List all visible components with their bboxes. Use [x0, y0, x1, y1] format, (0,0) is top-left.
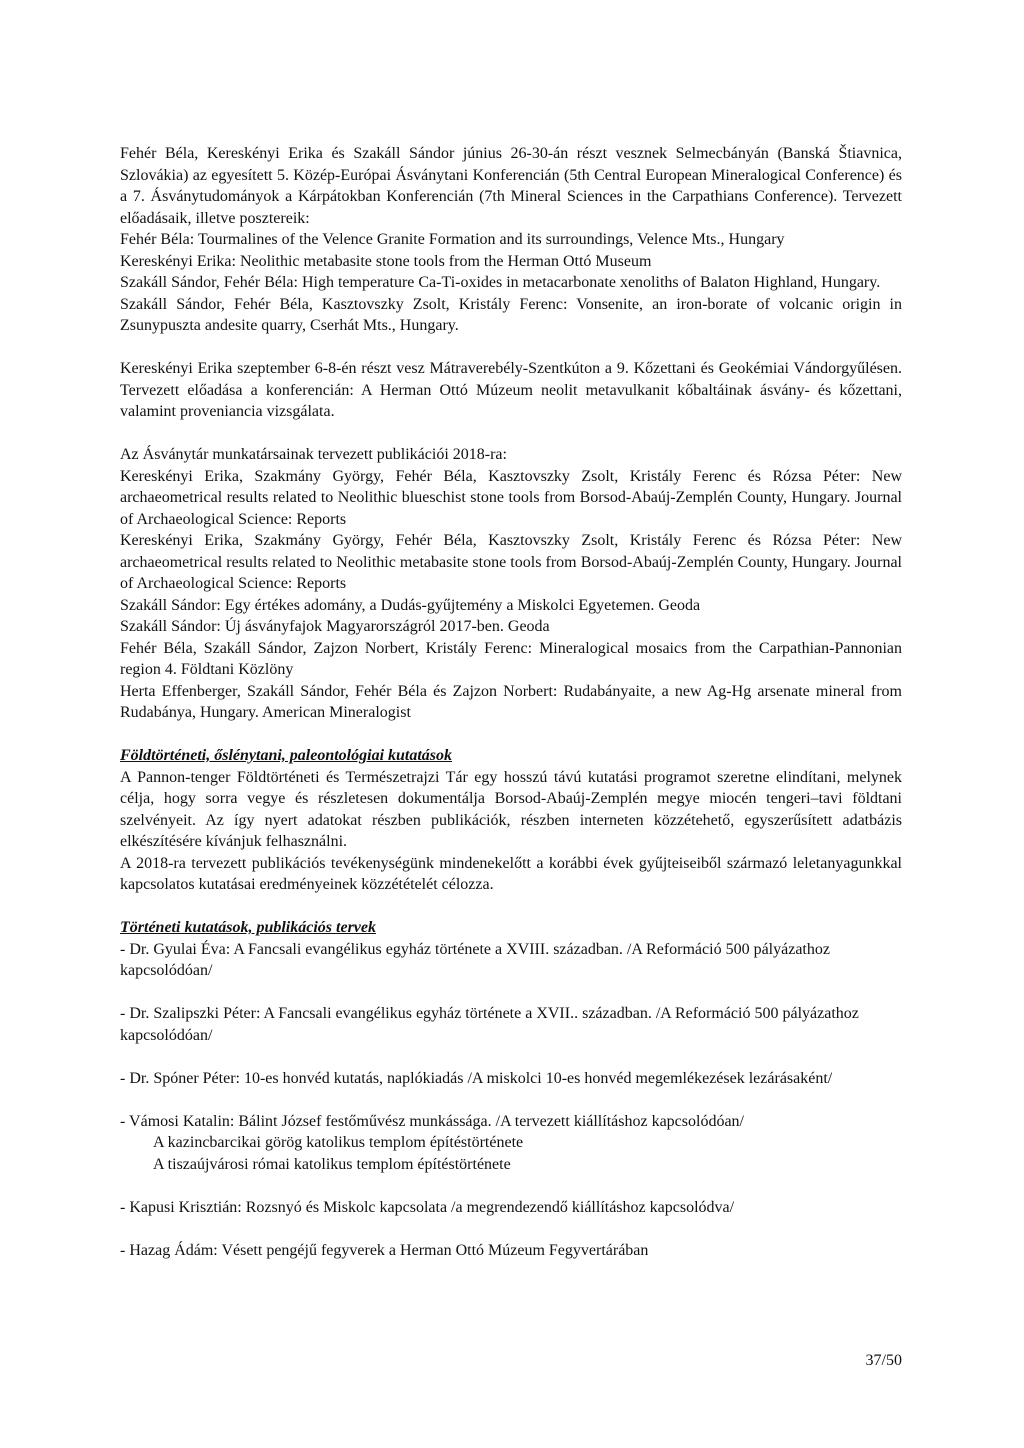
history-subitem: A kazincbarcikai görög katolikus templom építéstörténete: [153, 1134, 524, 1151]
spacer: [120, 1046, 902, 1068]
spacer: [120, 896, 902, 918]
publication-item: Kereskényi Erika, Szakmány György, Fehér Béla, Kasztovszky Zsolt, Kristály Ferenc és Rózsa Péter: New archaeometrical results related to Neolithic metabasite stone tools from Borsod-Abaúj-Zemplén County, Hungary. Journal of Archaeological Science: Reports: [120, 532, 902, 592]
history-item: - Hazag Ádám: Vésett pengéjű fegyverek a Herman Ottó Múzeum Fegyvertárában: [120, 1241, 649, 1259]
talk-item: Kereskényi Erika: Neolithic metabasite stone tools from the Herman Ottó Museum: [120, 252, 652, 270]
talk-item: Szakáll Sándor, Fehér Béla, Kasztovszky Zsolt, Kristály Ferenc: Vonsenite, an iron-borate of volcanic origin in Zsunypuszta andesite quarry, Cserhát Mts., Hungary.: [120, 295, 902, 334]
history-subitem: A tiszaújvárosi római katolikus templom építéstörténete: [153, 1155, 511, 1173]
spacer: [120, 337, 902, 359]
history-item: - Dr. Gyulai Éva: A Fancsali evangélikus egyház története a XVIII. században. /A Reformáció 500 pályázathoz kapcsolódóan/: [120, 940, 830, 979]
publication-item: Szakáll Sándor: Új ásványfajok Magyarországról 2017-ben. Geoda: [120, 618, 550, 635]
history-item: - Dr. Spóner Péter: 10-es honvéd kutatás, naplókiadás /A miskolci 10-es honvéd megemlékezések lezárásaként/: [120, 1069, 833, 1087]
history-item: - Kapusi Krisztián: Rozsnyó és Miskolc kapcsolata /a megrendezendő kiállításhoz kapcsolódva/: [120, 1198, 735, 1216]
spacer: [120, 1089, 902, 1111]
spacer: [120, 982, 902, 1004]
spacer: [120, 423, 902, 445]
page-number: 37/50: [865, 1352, 902, 1369]
conference-paragraph-2: Kereskényi Erika szeptember 6-8-én részt vesz Mátraverebély-Szentkúton a 9. Kőzettani és Geokémiai Vándorgyűlésen. Tervezett előadása a konferencián: A Herman Ottó Múzeum neolit metavulkanit kőbaltáinak ásvány- és kőzettani, valamint proveniancia vizsgálata.: [120, 360, 902, 420]
history-item: - Vámosi Katalin: Bálint József festőművész munkássága. /A tervezett kiállításhoz kapcsolódóan/: [120, 1112, 744, 1130]
page-content: [120, 143, 902, 1261]
section-heading-history: Történeti kutatások, publikációs tervek: [120, 919, 376, 936]
spacer: [120, 1175, 902, 1197]
spacer: [120, 724, 902, 746]
talk-item: Szakáll Sándor, Fehér Béla: High temperature Ca-Ti-oxides in metacarbonate xenoliths of Balaton Highland, Hungary.: [120, 274, 881, 291]
publications-intro: Az Ásványtár munkatársainak tervezett publikációi 2018-ra:: [120, 446, 507, 463]
geology-paragraph: A 2018-ra tervezett publikációs tevékenységünk mindenekelőtt a korábbi évek gyűjteiseiből származó leletanyagunkkal kapcsolatos kutatásai eredményeinek közzétételét célozza.: [120, 854, 902, 893]
geology-paragraph: A Pannon-tenger Földtörténeti és Természetrajzi Tár egy hosszú távú kutatási programot szeretne elindítani, melynek célja, hogy sorra vegye és részletesen dokumentálja Borsod-Abaúj-Zemplén megye miocén tengeri–tavi földtani szelvényeit. Az így nyert adatokat részben publikációk, részben interneten közzétehető, egyszerűsített adatbázis elkészítésére kívánjuk felhasználni.: [120, 768, 902, 850]
conference-paragraph: Fehér Béla, Kereskényi Erika és Szakáll Sándor június 26-30-án részt vesznek Selmecbányán (Banská Štiavnica, Szlovákia) az egyesített 5. Közép-Európai Ásványtani Konferencián (5th Central European Mineralogical Conference) és a 7. Ásványtudományok a Kárpátokban Konferencián (7th Mineral Sciences in the Carpathians Conference). Tervezett előadásaik, illetve posztereik:: [120, 145, 902, 227]
spacer: [120, 1218, 902, 1240]
publication-item: Herta Effenberger, Szakáll Sándor, Fehér Béla és Zajzon Norbert: Rudabányaite, a new Ag-Hg arsenate mineral from Rudabánya, Hungary. American Mineralogist: [120, 682, 902, 721]
history-item: - Dr. Szalipszki Péter: A Fancsali evangélikus egyház története a XVII.. században. /A Reformáció 500 pályázathoz kapcsolódóan/: [120, 1005, 859, 1044]
talk-item: Fehér Béla: Tourmalines of the Velence Granite Formation and its surroundings, Velence Mts., Hungary: [120, 231, 785, 248]
publication-item: Fehér Béla, Szakáll Sándor, Zajzon Norbert, Kristály Ferenc: Mineralogical mosaics from the Carpathian-Pannonian region 4. Földtani Közlöny: [120, 639, 902, 678]
section-heading-geology: Földtörténeti, őslénytani, paleontológiai kutatások: [120, 747, 453, 764]
publication-item: Kereskényi Erika, Szakmány György, Fehér Béla, Kasztovszky Zsolt, Kristály Ferenc és Rózsa Péter: New archaeometrical results related to Neolithic blueschist stone tools from Borsod-Abaúj-Zemplén County, Hungary. Journal of Archaeological Science: Reports: [120, 467, 902, 528]
publication-item: Szakáll Sándor: Egy értékes adomány, a Dudás-gyűjtemény a Miskolci Egyetemen. Geoda: [120, 596, 701, 614]
